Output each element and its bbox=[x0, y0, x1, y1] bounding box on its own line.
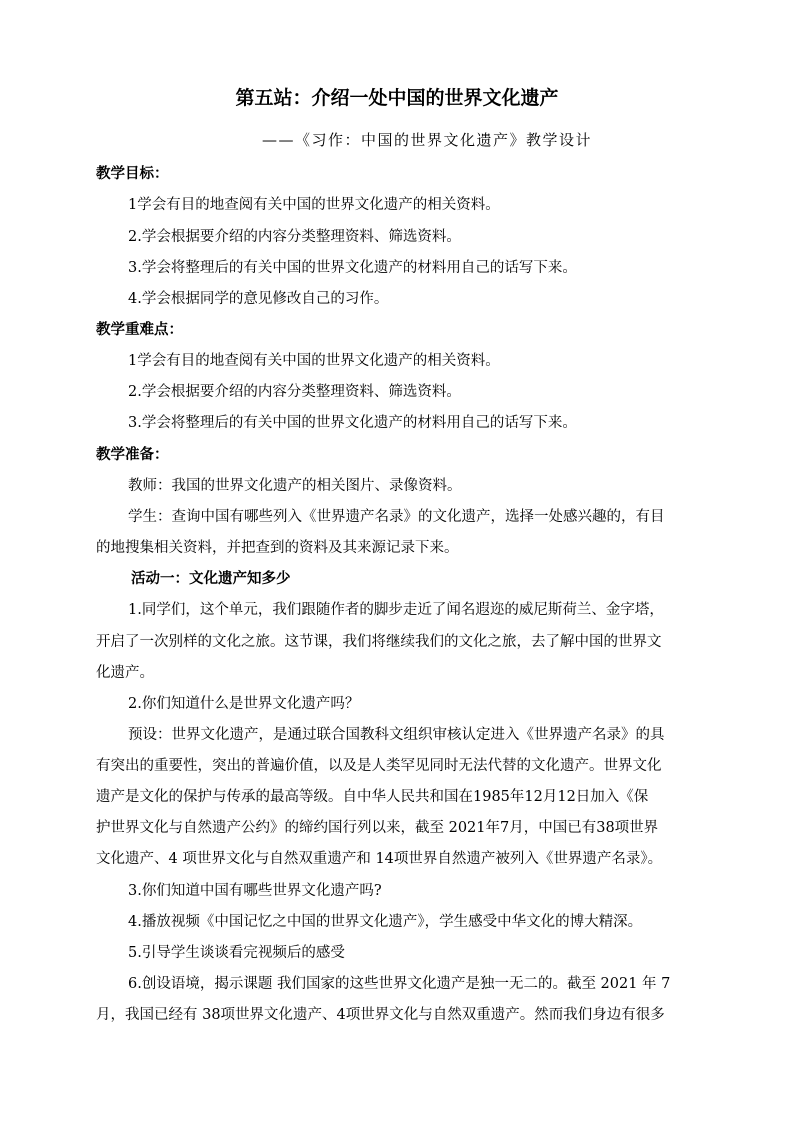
activity-paragraph: 预设：世界文化遗产，是通过联合国教科文组织审核认定进入《世界遗产名录》的具 bbox=[128, 727, 665, 743]
section-heading-key-points: 教学重难点： bbox=[96, 322, 183, 338]
key-point-item: 3.学会将整理后的有关中国的世界文化遗产的材料用自己的话写下来。 bbox=[128, 415, 577, 431]
preparation-student-cont: 的地搜集相关资料，并把查到的资料及其来源记录下来。 bbox=[96, 540, 459, 556]
activity-paragraph: 2.你们知道什么是世界文化遗产吗？ bbox=[128, 696, 360, 712]
goal-item: 2.学会根据要介绍的内容分类整理资料、筛选资料。 bbox=[128, 229, 461, 245]
key-point-item: 2.学会根据要介绍的内容分类整理资料、筛选资料。 bbox=[128, 384, 461, 400]
activity-paragraph-cont: 月，我国已经有 38项世界文化遗产、4项世界文化与自然双重遗产。然而我们身边有很多 bbox=[96, 1007, 665, 1023]
preparation-student: 学生：查询中国有哪些列入《世界遗产名录》的文化遗产，选择一处感兴趣的，有目 bbox=[128, 509, 665, 525]
preparation-teacher: 教师：我国的世界文化遗产的相关图片、录像资料。 bbox=[128, 478, 462, 494]
key-point-item: 1学会有目的地查阅有关中国的世界文化遗产的相关资料。 bbox=[128, 353, 500, 369]
activity-paragraph-cont: 遗产是文化的保护与传承的最高等级。自中华人民共和国在1985年12月12日加入《保 bbox=[96, 789, 649, 805]
goal-item: 3.学会将整理后的有关中国的世界文化遗产的材料用自己的话写下来。 bbox=[128, 260, 577, 276]
goal-item: 4.学会根据同学的意见修改自己的习作。 bbox=[128, 291, 389, 307]
activity-paragraph-cont: 有突出的重要性，突出的普遍价值，以及是人类罕见同时无法代替的文化遗产。世界文化 bbox=[96, 758, 662, 774]
page-title: 第五站：介绍一处中国的世界文化遗产 bbox=[235, 87, 559, 109]
activity-paragraph: 6.创设语境，揭示课题 我们国家的这些世界文化遗产是独一无二的。截至 2021 年 7 bbox=[128, 976, 671, 992]
activity-paragraph: 3.你们知道中国有哪些世界文化遗产吗? bbox=[128, 883, 382, 899]
activity-heading: 活动一：文化遗产知多少 bbox=[131, 571, 291, 587]
activity-paragraph-cont: 护世界文化与自然遗产公约》的缔约国行列以来，截至 2021年7月，中国已有38项世界 bbox=[96, 820, 659, 836]
activity-paragraph: 5.引导学生谈谈看完视频后的感受 bbox=[128, 945, 345, 961]
activity-paragraph: 4.播放视频《中国记忆之中国的世界文化遗产》，学生感受中华文化的博大精深。 bbox=[128, 914, 643, 930]
section-heading-preparation: 教学准备： bbox=[96, 447, 169, 463]
activity-paragraph-cont: 文化遗产、4 项世界文化与自然双重遗产和 14项世界自然遗产被列入《世界遗产名录》。 bbox=[96, 851, 663, 867]
section-heading-goals: 教学目标： bbox=[96, 166, 169, 182]
page-subtitle: ——《习作：中国的世界文化遗产》教学设计 bbox=[261, 131, 592, 149]
activity-paragraph-cont: 化遗产。 bbox=[96, 665, 154, 681]
activity-paragraph-cont: 开启了一次别样的文化之旅。这节课，我们将继续我们的文化之旅，去了解中国的世界文 bbox=[96, 634, 662, 650]
activity-paragraph: 1.同学们，这个单元，我们跟随作者的脚步走近了闻名遐迩的威尼斯荷兰、金字塔， bbox=[128, 602, 664, 618]
goal-item: 1学会有目的地查阅有关中国的世界文化遗产的相关资料。 bbox=[128, 197, 500, 213]
